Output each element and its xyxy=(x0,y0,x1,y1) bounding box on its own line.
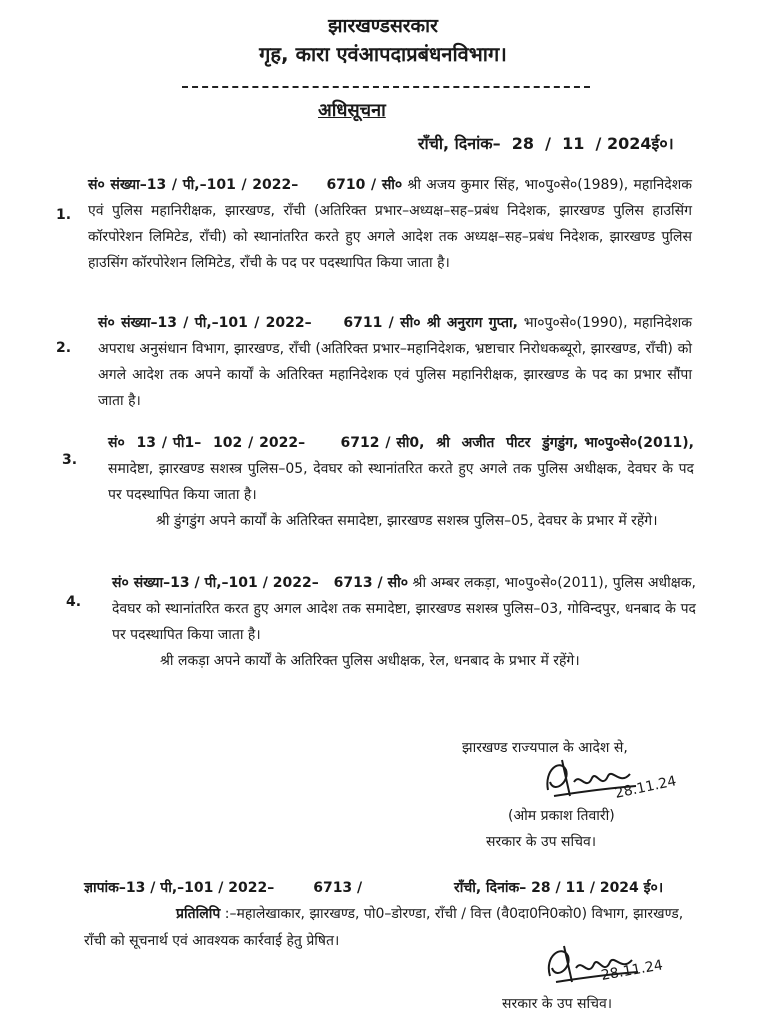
dashed-divider xyxy=(182,86,590,88)
memo-reference: ज्ञापांक–13 / पी,–101 / 2022– 6713 / xyxy=(84,880,363,896)
item-number: 2. xyxy=(56,340,72,356)
governor-order-line: झारखण्ड राज्यपाल के आदेश से, xyxy=(462,740,628,756)
item-text: समादेष्टा, झारखण्ड सशस्त्र पुलिस–05, देवघर को स्थानांतरित करते हुए अगले तक पुलिस अधीक्षक, देवघर के पद पर पदस्थापित किया जाता है। xyxy=(108,461,694,503)
item-reference: सं० संख्या–13 / पी,–101 / 2022– 6713 / सी० xyxy=(112,575,409,591)
item-number: 4. xyxy=(66,594,82,610)
item-text: श्री अजय कुमार सिंह, भा०पु०से०(1989), महानिदेशक एवं पुलिस महानिरीक्षक, झारखण्ड, राँची (अतिरिक्त प्रभार–अध्यक्ष–सह–प्रबंध निदेशक, झारखण्ड पुलिस हाउसिंग कॉरपोरेशन लिमिटेड, राँची) को स्थानांतरित करते हुए अगले आदेश तक अध्यक्ष–सह–प्रबंध निदेशक, झारखण्ड पुलिस हाउसिंग कॉरपोरेशन लिमिटेड, राँची के पद पर पदस्थापित किया जाता है। xyxy=(88,177,692,271)
notification-item-1 xyxy=(88,172,692,276)
item-text: श्री अम्बर लकड़ा, भा०पु०से०(2011), पुलिस अधीक्षक, देवघर को स्थानांतरित करत हुए अगल आदेश तक समादेष्टा, झारखण्ड सशस्त्र पुलिस–03, गोविन्दपुर, धनबाद के पद पर पदस्थापित किया जाता है। xyxy=(112,575,696,643)
copy-label: प्रतिलिपि xyxy=(176,906,221,922)
item-reference: सं० 13 / पी1– 102 / 2022– 6712 / सी0, श्री अजीत पीटर डुंगडुंग, भा०पु०से०(2011), xyxy=(108,435,694,451)
department-name: गृह, कारा एवंआपदाप्रबंधनविभाग। xyxy=(259,42,507,66)
handwritten-signature xyxy=(540,936,690,992)
notification-item-3 xyxy=(108,430,694,534)
signatory-designation: सरकार के उप सचिव। xyxy=(486,834,597,850)
item-number: 3. xyxy=(62,452,78,468)
handwritten-signature xyxy=(540,752,690,808)
item-text: भा०पु०से०(1990), महानिदेशक अपराध अनुसंधान विभाग, झारखण्ड, राँची (अतिरिक्त प्रभार–महानिदेशक, भ्रष्टाचार निरोधकब्यूरो, झारखण्ड, राँची) को अगले आदेश तक अपने कार्यों के अतिरिक्त महानिदेशक एवं पुलिस महानिरीक्षक, झारखण्ड के पद का प्रभार सौंपा जाता है। xyxy=(98,315,692,409)
item-reference: सं० संख्या–13 / पी,–101 / 2022– 6711 / सी० श्री अनुराग गुप्ता, xyxy=(98,315,518,331)
closing-designation: सरकार के उप सचिव। xyxy=(502,996,613,1012)
copy-text: :–महालेखाकार, झारखण्ड, पो0–डोरण्डा, राँची / वित्त (वै0दा0नि0को0) विभाग, झारखण्ड, राँची को सूचनार्थ एवं आवश्यक कार्रवाई हेतु प्रेषित। xyxy=(84,906,684,949)
memo-date: राँची, दिनांक– 28 / 11 / 2024 ई०। xyxy=(454,880,664,896)
document-title: अधिसूचना xyxy=(318,100,386,121)
signature-date: 28.11.24 xyxy=(599,957,665,984)
signatory-name: (ओम प्रकाश तिवारी) xyxy=(508,808,615,824)
signature-date: 28.11.24 xyxy=(613,773,678,802)
government-name: झारखण्डसरकार xyxy=(328,15,438,37)
issue-date: राँची, दिनांक– 28 / 11 / 2024ई०। xyxy=(418,134,674,153)
notification-item-4 xyxy=(112,570,696,674)
item-additional-charge: श्री डुंगडुंग अपने कार्यों के अतिरिक्त समादेष्टा, झारखण्ड सशस्त्र पुलिस–05, देवघर के प्रभार में रहेंगे। xyxy=(156,513,658,529)
item-number: 1. xyxy=(56,207,72,223)
item-additional-charge: श्री लकड़ा अपने कार्यों के अतिरिक्त पुलिस अधीक्षक, रेल, धनबाद के प्रभार में रहेंगे। xyxy=(160,653,580,669)
notification-item-2 xyxy=(98,310,692,414)
item-reference: सं० संख्या–13 / पी,–101 / 2022– 6710 / सी० xyxy=(88,177,403,193)
